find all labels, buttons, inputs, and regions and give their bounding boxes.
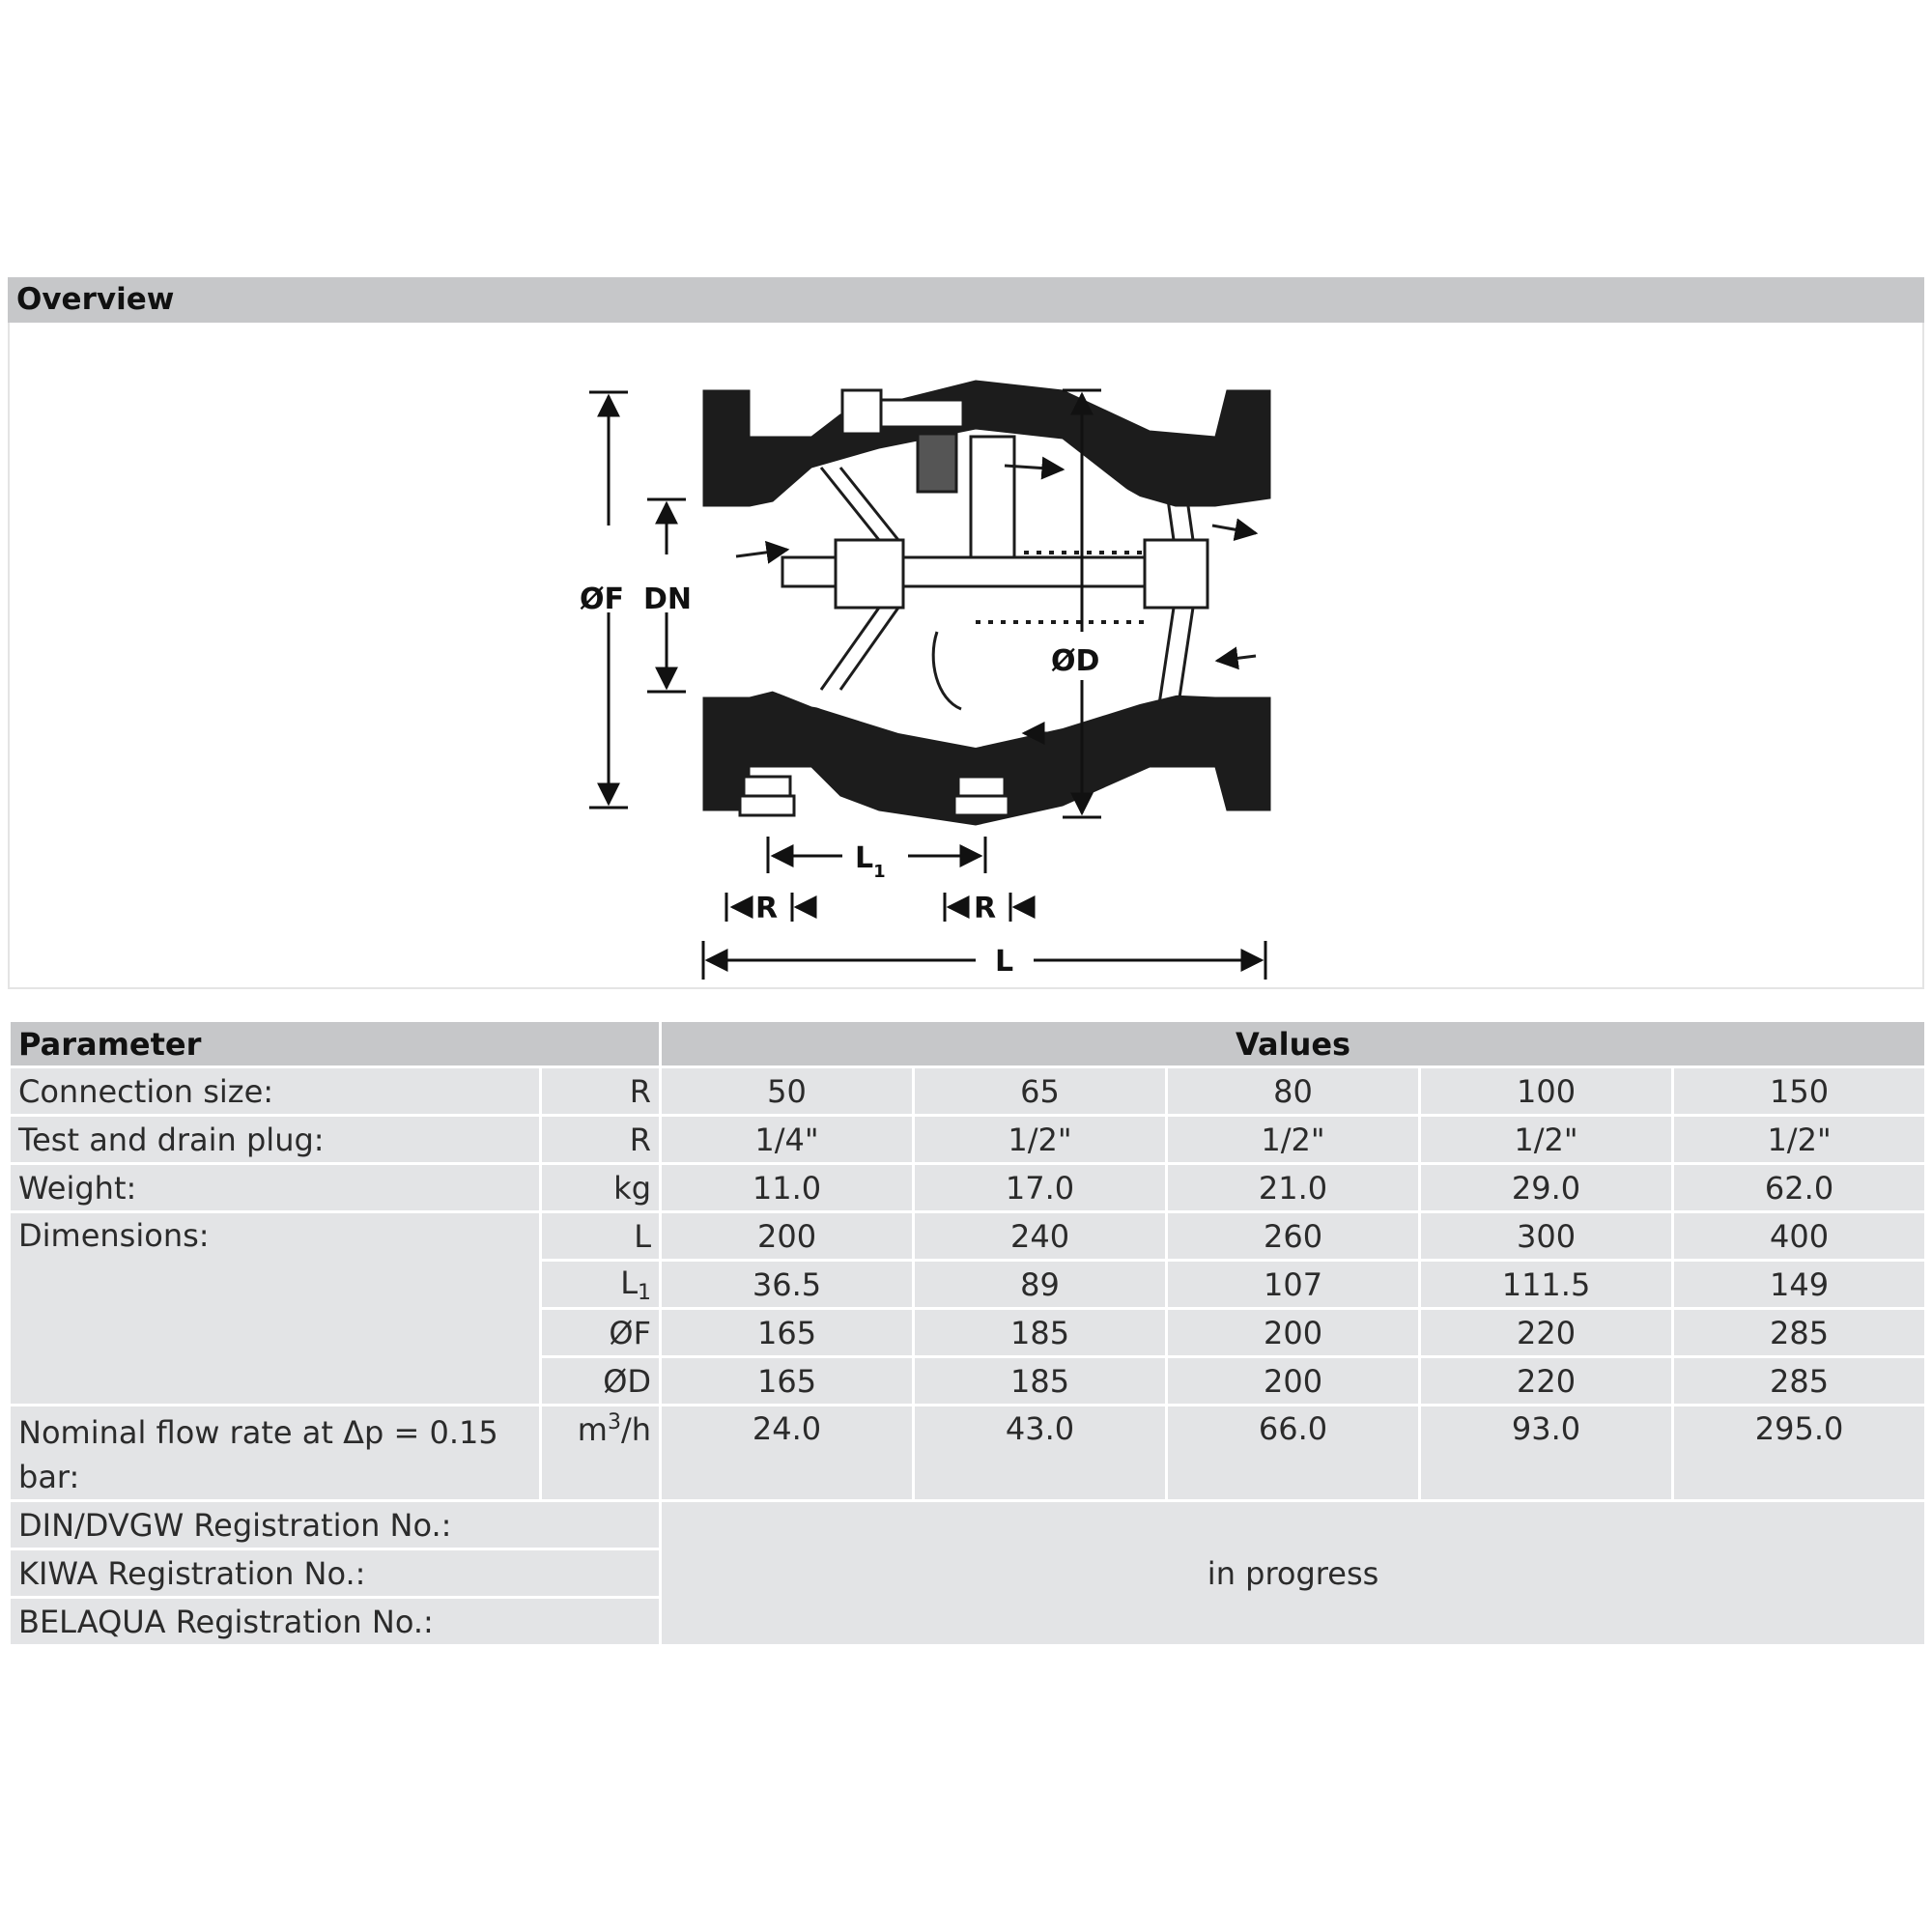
value-cell: 1/4" (661, 1116, 914, 1164)
value-cell: 36.5 (661, 1261, 914, 1309)
value-cell: 43.0 (914, 1406, 1167, 1501)
label-l: L (995, 945, 1014, 979)
header-values: Values (661, 1021, 1926, 1067)
registration-label: BELAQUA Registration No.: (10, 1598, 661, 1646)
value-cell: 400 (1673, 1212, 1926, 1261)
value-cell: 220 (1420, 1357, 1673, 1406)
label-r-left: R (755, 892, 779, 925)
value-cell: 1/2" (1167, 1116, 1420, 1164)
value-cell: 295.0 (1673, 1406, 1926, 1501)
value-cell: 11.0 (661, 1164, 914, 1212)
registration-label: KIWA Registration No.: (10, 1549, 661, 1598)
table-row (10, 1116, 1926, 1164)
value-cell: 65 (914, 1067, 1167, 1116)
param-unit: L1 (541, 1261, 661, 1309)
value-cell: 285 (1673, 1309, 1926, 1357)
value-cell: 66.0 (1167, 1406, 1420, 1501)
valve-cross-section-diagram (10, 323, 1922, 987)
label-dn: DN (643, 582, 693, 616)
label-l1: $L_1$ (855, 841, 886, 882)
value-cell: 185 (914, 1309, 1167, 1357)
table-row (10, 1067, 1926, 1116)
table-row (10, 1406, 1926, 1501)
param-label: Dimensions: (10, 1212, 541, 1406)
value-cell: 285 (1673, 1357, 1926, 1406)
value-cell: 165 (661, 1357, 914, 1406)
param-unit: ØD (541, 1357, 661, 1406)
value-cell: 29.0 (1420, 1164, 1673, 1212)
value-cell: 62.0 (1673, 1164, 1926, 1212)
value-cell: 89 (914, 1261, 1167, 1309)
value-cell: 150 (1673, 1067, 1926, 1116)
param-unit: R (541, 1067, 661, 1116)
value-cell: 111.5 (1420, 1261, 1673, 1309)
overview-title: Overview (16, 282, 175, 317)
value-cell: 300 (1420, 1212, 1673, 1261)
param-label: Nominal flow rate at Δp = 0.15 bar: (10, 1406, 541, 1501)
value-cell: 200 (661, 1212, 914, 1261)
value-cell: 1/2" (1673, 1116, 1926, 1164)
label-f: ØF (580, 582, 624, 616)
drain-plug-left (740, 777, 794, 815)
value-cell: 185 (914, 1357, 1167, 1406)
param-label: Test and drain plug: (10, 1116, 541, 1164)
drain-plug-right (954, 777, 1009, 815)
overview-panel (8, 323, 1924, 989)
value-cell: 1/2" (1420, 1116, 1673, 1164)
table-row (10, 1212, 1926, 1261)
param-unit: R (541, 1116, 661, 1164)
value-cell: 260 (1167, 1212, 1420, 1261)
value-cell: 80 (1167, 1067, 1420, 1116)
value-cell: 165 (661, 1309, 914, 1357)
param-label: Weight: (10, 1164, 541, 1212)
value-cell: 107 (1167, 1261, 1420, 1309)
value-cell: 100 (1420, 1067, 1673, 1116)
label-d: ØD (1051, 644, 1100, 678)
table-header-row (10, 1021, 1926, 1067)
header-parameter: Parameter (10, 1021, 661, 1067)
specifications-table (8, 1019, 1927, 1647)
value-cell: 200 (1167, 1357, 1420, 1406)
value-cell: 93.0 (1420, 1406, 1673, 1501)
value-cell: 17.0 (914, 1164, 1167, 1212)
label-r-right: R (974, 892, 997, 925)
param-unit: $m^3/h$ (541, 1406, 661, 1501)
param-unit: kg (541, 1164, 661, 1212)
overview-header (8, 277, 1924, 323)
value-cell: 240 (914, 1212, 1167, 1261)
value-cell: 1/2" (914, 1116, 1167, 1164)
param-unit: ØF (541, 1309, 661, 1357)
table-row (10, 1501, 1926, 1549)
value-cell: 220 (1420, 1309, 1673, 1357)
value-cell: 21.0 (1167, 1164, 1420, 1212)
table-row (10, 1164, 1926, 1212)
registration-label: DIN/DVGW Registration No.: (10, 1501, 661, 1549)
param-label: Connection size: (10, 1067, 541, 1116)
value-cell: 149 (1673, 1261, 1926, 1309)
value-cell: 200 (1167, 1309, 1420, 1357)
value-cell: 24.0 (661, 1406, 914, 1501)
value-cell: 50 (661, 1067, 914, 1116)
param-unit: L (541, 1212, 661, 1261)
registration-status: in progress (661, 1501, 1926, 1646)
